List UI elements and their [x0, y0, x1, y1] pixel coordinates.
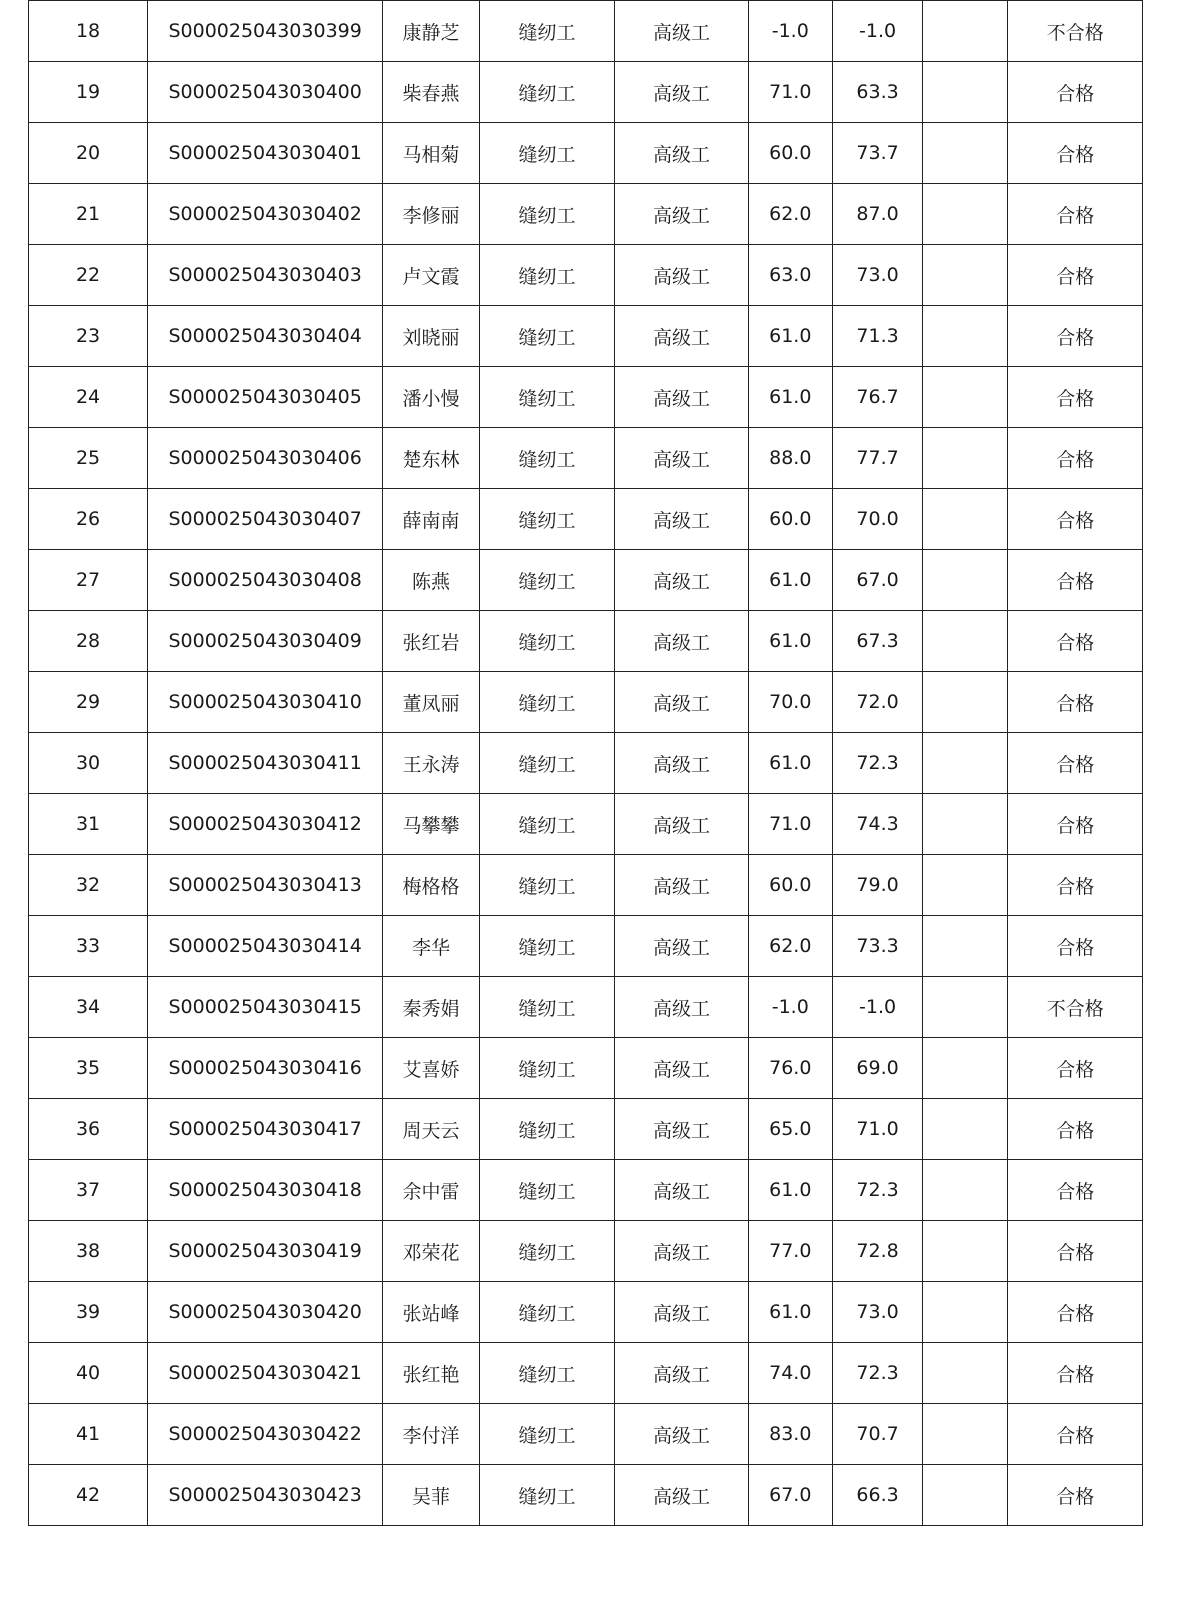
- skill-score-cell: 73.3: [832, 916, 922, 977]
- candidate-id-cell: S000025043030415: [148, 977, 383, 1038]
- level-cell: 高级工: [615, 1, 748, 62]
- table-row: [29, 550, 1143, 611]
- remark-cell: [923, 245, 1008, 306]
- result-cell: 合格: [1008, 245, 1143, 306]
- candidate-id-cell: S000025043030412: [148, 794, 383, 855]
- level-cell: 高级工: [615, 184, 748, 245]
- remark-cell: [923, 1282, 1008, 1343]
- level-cell: 高级工: [615, 1221, 748, 1282]
- skill-score-cell: 72.3: [832, 1160, 922, 1221]
- theory-score-cell: 61.0: [748, 1160, 832, 1221]
- skill-score-cell: 70.0: [832, 489, 922, 550]
- candidate-id-cell: S000025043030420: [148, 1282, 383, 1343]
- serial-number-cell: 19: [29, 62, 148, 123]
- table-row: [29, 428, 1143, 489]
- serial-number-cell: 18: [29, 1, 148, 62]
- candidate-name-cell: 秦秀娟: [383, 977, 480, 1038]
- remark-cell: [923, 794, 1008, 855]
- skill-score-cell: 77.7: [832, 428, 922, 489]
- candidate-name-cell: 张站峰: [383, 1282, 480, 1343]
- result-cell: 不合格: [1008, 977, 1143, 1038]
- theory-score-cell: -1.0: [748, 1, 832, 62]
- serial-number-cell: 30: [29, 733, 148, 794]
- table-row: [29, 855, 1143, 916]
- table-row: [29, 306, 1143, 367]
- table-row: [29, 733, 1143, 794]
- level-cell: 高级工: [615, 1160, 748, 1221]
- remark-cell: [923, 123, 1008, 184]
- table-row: [29, 1, 1143, 62]
- remark-cell: [923, 855, 1008, 916]
- trade-cell: 缝纫工: [479, 794, 615, 855]
- level-cell: 高级工: [615, 245, 748, 306]
- remark-cell: [923, 1099, 1008, 1160]
- skill-score-cell: -1.0: [832, 977, 922, 1038]
- theory-score-cell: 61.0: [748, 733, 832, 794]
- remark-cell: [923, 1038, 1008, 1099]
- trade-cell: 缝纫工: [479, 1160, 615, 1221]
- candidate-id-cell: S000025043030401: [148, 123, 383, 184]
- table-row: [29, 672, 1143, 733]
- result-cell: 合格: [1008, 123, 1143, 184]
- candidate-name-cell: 潘小慢: [383, 367, 480, 428]
- theory-score-cell: 61.0: [748, 611, 832, 672]
- candidate-id-cell: S000025043030405: [148, 367, 383, 428]
- candidate-name-cell: 李付洋: [383, 1404, 480, 1465]
- theory-score-cell: 60.0: [748, 855, 832, 916]
- result-cell: 合格: [1008, 550, 1143, 611]
- table-row: [29, 1221, 1143, 1282]
- result-cell: 合格: [1008, 1282, 1143, 1343]
- level-cell: 高级工: [615, 916, 748, 977]
- candidate-id-cell: S000025043030419: [148, 1221, 383, 1282]
- candidate-name-cell: 李修丽: [383, 184, 480, 245]
- trade-cell: 缝纫工: [479, 1404, 615, 1465]
- trade-cell: 缝纫工: [479, 123, 615, 184]
- result-cell: 合格: [1008, 428, 1143, 489]
- candidate-name-cell: 吴菲: [383, 1465, 480, 1526]
- table-row: [29, 184, 1143, 245]
- remark-cell: [923, 1, 1008, 62]
- trade-cell: 缝纫工: [479, 1282, 615, 1343]
- candidate-id-cell: S000025043030421: [148, 1343, 383, 1404]
- results-table: [28, 0, 1143, 1526]
- serial-number-cell: 37: [29, 1160, 148, 1221]
- candidate-id-cell: S000025043030418: [148, 1160, 383, 1221]
- serial-number-cell: 32: [29, 855, 148, 916]
- trade-cell: 缝纫工: [479, 1221, 615, 1282]
- skill-score-cell: 73.0: [832, 245, 922, 306]
- skill-score-cell: 72.3: [832, 1343, 922, 1404]
- serial-number-cell: 34: [29, 977, 148, 1038]
- candidate-id-cell: S000025043030402: [148, 184, 383, 245]
- serial-number-cell: 31: [29, 794, 148, 855]
- candidate-name-cell: 马相菊: [383, 123, 480, 184]
- trade-cell: 缝纫工: [479, 611, 615, 672]
- level-cell: 高级工: [615, 611, 748, 672]
- trade-cell: 缝纫工: [479, 62, 615, 123]
- results-body: [29, 1, 1143, 1526]
- remark-cell: [923, 428, 1008, 489]
- level-cell: 高级工: [615, 1038, 748, 1099]
- theory-score-cell: 62.0: [748, 916, 832, 977]
- candidate-name-cell: 楚东林: [383, 428, 480, 489]
- candidate-id-cell: S000025043030410: [148, 672, 383, 733]
- serial-number-cell: 24: [29, 367, 148, 428]
- candidate-name-cell: 余中雷: [383, 1160, 480, 1221]
- trade-cell: 缝纫工: [479, 245, 615, 306]
- table-row: [29, 1160, 1143, 1221]
- level-cell: 高级工: [615, 306, 748, 367]
- level-cell: 高级工: [615, 550, 748, 611]
- skill-score-cell: 70.7: [832, 1404, 922, 1465]
- remark-cell: [923, 1465, 1008, 1526]
- table-row: [29, 62, 1143, 123]
- candidate-name-cell: 邓荣花: [383, 1221, 480, 1282]
- serial-number-cell: 40: [29, 1343, 148, 1404]
- candidate-id-cell: S000025043030411: [148, 733, 383, 794]
- result-cell: 合格: [1008, 1099, 1143, 1160]
- serial-number-cell: 41: [29, 1404, 148, 1465]
- level-cell: 高级工: [615, 733, 748, 794]
- level-cell: 高级工: [615, 367, 748, 428]
- result-cell: 合格: [1008, 62, 1143, 123]
- theory-score-cell: 77.0: [748, 1221, 832, 1282]
- skill-score-cell: 69.0: [832, 1038, 922, 1099]
- candidate-id-cell: S000025043030406: [148, 428, 383, 489]
- remark-cell: [923, 1343, 1008, 1404]
- candidate-name-cell: 张红艳: [383, 1343, 480, 1404]
- result-cell: 合格: [1008, 1343, 1143, 1404]
- skill-score-cell: 72.3: [832, 733, 922, 794]
- level-cell: 高级工: [615, 1465, 748, 1526]
- trade-cell: 缝纫工: [479, 184, 615, 245]
- trade-cell: 缝纫工: [479, 855, 615, 916]
- level-cell: 高级工: [615, 1343, 748, 1404]
- candidate-id-cell: S000025043030422: [148, 1404, 383, 1465]
- table-row: [29, 1465, 1143, 1526]
- remark-cell: [923, 550, 1008, 611]
- result-cell: 合格: [1008, 733, 1143, 794]
- theory-score-cell: 71.0: [748, 794, 832, 855]
- table-row: [29, 123, 1143, 184]
- candidate-name-cell: 陈燕: [383, 550, 480, 611]
- result-cell: 合格: [1008, 306, 1143, 367]
- result-cell: 合格: [1008, 1038, 1143, 1099]
- serial-number-cell: 22: [29, 245, 148, 306]
- theory-score-cell: 61.0: [748, 306, 832, 367]
- skill-score-cell: 73.0: [832, 1282, 922, 1343]
- trade-cell: 缝纫工: [479, 1099, 615, 1160]
- serial-number-cell: 23: [29, 306, 148, 367]
- table-row: [29, 1343, 1143, 1404]
- serial-number-cell: 20: [29, 123, 148, 184]
- skill-score-cell: 73.7: [832, 123, 922, 184]
- candidate-id-cell: S000025043030414: [148, 916, 383, 977]
- candidate-id-cell: S000025043030399: [148, 1, 383, 62]
- level-cell: 高级工: [615, 977, 748, 1038]
- serial-number-cell: 33: [29, 916, 148, 977]
- level-cell: 高级工: [615, 672, 748, 733]
- table-row: [29, 367, 1143, 428]
- level-cell: 高级工: [615, 62, 748, 123]
- theory-score-cell: 65.0: [748, 1099, 832, 1160]
- skill-score-cell: 72.0: [832, 672, 922, 733]
- result-cell: 合格: [1008, 794, 1143, 855]
- theory-score-cell: 83.0: [748, 1404, 832, 1465]
- trade-cell: 缝纫工: [479, 306, 615, 367]
- theory-score-cell: 61.0: [748, 1282, 832, 1343]
- theory-score-cell: 62.0: [748, 184, 832, 245]
- candidate-id-cell: S000025043030403: [148, 245, 383, 306]
- serial-number-cell: 42: [29, 1465, 148, 1526]
- skill-score-cell: 67.3: [832, 611, 922, 672]
- result-cell: 合格: [1008, 1404, 1143, 1465]
- trade-cell: 缝纫工: [479, 367, 615, 428]
- theory-score-cell: 88.0: [748, 428, 832, 489]
- skill-score-cell: 74.3: [832, 794, 922, 855]
- remark-cell: [923, 1160, 1008, 1221]
- table-row: [29, 977, 1143, 1038]
- serial-number-cell: 27: [29, 550, 148, 611]
- serial-number-cell: 38: [29, 1221, 148, 1282]
- level-cell: 高级工: [615, 1282, 748, 1343]
- trade-cell: 缝纫工: [479, 1465, 615, 1526]
- theory-score-cell: 67.0: [748, 1465, 832, 1526]
- candidate-name-cell: 刘晓丽: [383, 306, 480, 367]
- result-cell: 合格: [1008, 1160, 1143, 1221]
- candidate-name-cell: 董凤丽: [383, 672, 480, 733]
- serial-number-cell: 35: [29, 1038, 148, 1099]
- theory-score-cell: 76.0: [748, 1038, 832, 1099]
- trade-cell: 缝纫工: [479, 428, 615, 489]
- candidate-id-cell: S000025043030400: [148, 62, 383, 123]
- remark-cell: [923, 306, 1008, 367]
- serial-number-cell: 28: [29, 611, 148, 672]
- result-cell: 合格: [1008, 611, 1143, 672]
- candidate-name-cell: 周天云: [383, 1099, 480, 1160]
- trade-cell: 缝纫工: [479, 1, 615, 62]
- table-row: [29, 916, 1143, 977]
- candidate-id-cell: S000025043030407: [148, 489, 383, 550]
- theory-score-cell: 60.0: [748, 123, 832, 184]
- result-cell: 合格: [1008, 184, 1143, 245]
- serial-number-cell: 25: [29, 428, 148, 489]
- candidate-name-cell: 薛南南: [383, 489, 480, 550]
- table-row: [29, 611, 1143, 672]
- level-cell: 高级工: [615, 1404, 748, 1465]
- result-cell: 不合格: [1008, 1, 1143, 62]
- table-row: [29, 1038, 1143, 1099]
- theory-score-cell: 61.0: [748, 550, 832, 611]
- theory-score-cell: 60.0: [748, 489, 832, 550]
- candidate-id-cell: S000025043030409: [148, 611, 383, 672]
- candidate-name-cell: 李华: [383, 916, 480, 977]
- remark-cell: [923, 62, 1008, 123]
- trade-cell: 缝纫工: [479, 916, 615, 977]
- theory-score-cell: 71.0: [748, 62, 832, 123]
- remark-cell: [923, 611, 1008, 672]
- remark-cell: [923, 367, 1008, 428]
- result-cell: 合格: [1008, 367, 1143, 428]
- candidate-name-cell: 艾喜娇: [383, 1038, 480, 1099]
- theory-score-cell: 74.0: [748, 1343, 832, 1404]
- skill-score-cell: 67.0: [832, 550, 922, 611]
- candidate-name-cell: 梅格格: [383, 855, 480, 916]
- result-cell: 合格: [1008, 1465, 1143, 1526]
- candidate-id-cell: S000025043030408: [148, 550, 383, 611]
- candidate-name-cell: 张红岩: [383, 611, 480, 672]
- remark-cell: [923, 1404, 1008, 1465]
- trade-cell: 缝纫工: [479, 550, 615, 611]
- trade-cell: 缝纫工: [479, 489, 615, 550]
- skill-score-cell: 66.3: [832, 1465, 922, 1526]
- theory-score-cell: -1.0: [748, 977, 832, 1038]
- skill-score-cell: 63.3: [832, 62, 922, 123]
- table-row: [29, 794, 1143, 855]
- remark-cell: [923, 1221, 1008, 1282]
- candidate-name-cell: 康静芝: [383, 1, 480, 62]
- serial-number-cell: 29: [29, 672, 148, 733]
- serial-number-cell: 36: [29, 1099, 148, 1160]
- serial-number-cell: 26: [29, 489, 148, 550]
- trade-cell: 缝纫工: [479, 1038, 615, 1099]
- skill-score-cell: -1.0: [832, 1, 922, 62]
- level-cell: 高级工: [615, 428, 748, 489]
- skill-score-cell: 72.8: [832, 1221, 922, 1282]
- candidate-name-cell: 柴春燕: [383, 62, 480, 123]
- candidate-id-cell: S000025043030413: [148, 855, 383, 916]
- skill-score-cell: 76.7: [832, 367, 922, 428]
- remark-cell: [923, 916, 1008, 977]
- table-row: [29, 489, 1143, 550]
- remark-cell: [923, 489, 1008, 550]
- table-row: [29, 245, 1143, 306]
- trade-cell: 缝纫工: [479, 977, 615, 1038]
- result-cell: 合格: [1008, 855, 1143, 916]
- table-row: [29, 1282, 1143, 1343]
- serial-number-cell: 21: [29, 184, 148, 245]
- skill-score-cell: 87.0: [832, 184, 922, 245]
- candidate-id-cell: S000025043030416: [148, 1038, 383, 1099]
- level-cell: 高级工: [615, 855, 748, 916]
- trade-cell: 缝纫工: [479, 733, 615, 794]
- result-cell: 合格: [1008, 489, 1143, 550]
- theory-score-cell: 70.0: [748, 672, 832, 733]
- trade-cell: 缝纫工: [479, 672, 615, 733]
- candidate-name-cell: 马攀攀: [383, 794, 480, 855]
- level-cell: 高级工: [615, 794, 748, 855]
- candidate-id-cell: S000025043030404: [148, 306, 383, 367]
- result-cell: 合格: [1008, 916, 1143, 977]
- candidate-id-cell: S000025043030417: [148, 1099, 383, 1160]
- candidate-name-cell: 王永涛: [383, 733, 480, 794]
- skill-score-cell: 79.0: [832, 855, 922, 916]
- remark-cell: [923, 184, 1008, 245]
- table-row: [29, 1099, 1143, 1160]
- remark-cell: [923, 672, 1008, 733]
- candidate-id-cell: S000025043030423: [148, 1465, 383, 1526]
- skill-score-cell: 71.3: [832, 306, 922, 367]
- level-cell: 高级工: [615, 123, 748, 184]
- skill-score-cell: 71.0: [832, 1099, 922, 1160]
- trade-cell: 缝纫工: [479, 1343, 615, 1404]
- table-row: [29, 1404, 1143, 1465]
- remark-cell: [923, 733, 1008, 794]
- candidate-name-cell: 卢文霞: [383, 245, 480, 306]
- result-cell: 合格: [1008, 1221, 1143, 1282]
- level-cell: 高级工: [615, 489, 748, 550]
- serial-number-cell: 39: [29, 1282, 148, 1343]
- remark-cell: [923, 977, 1008, 1038]
- level-cell: 高级工: [615, 1099, 748, 1160]
- result-cell: 合格: [1008, 672, 1143, 733]
- theory-score-cell: 61.0: [748, 367, 832, 428]
- theory-score-cell: 63.0: [748, 245, 832, 306]
